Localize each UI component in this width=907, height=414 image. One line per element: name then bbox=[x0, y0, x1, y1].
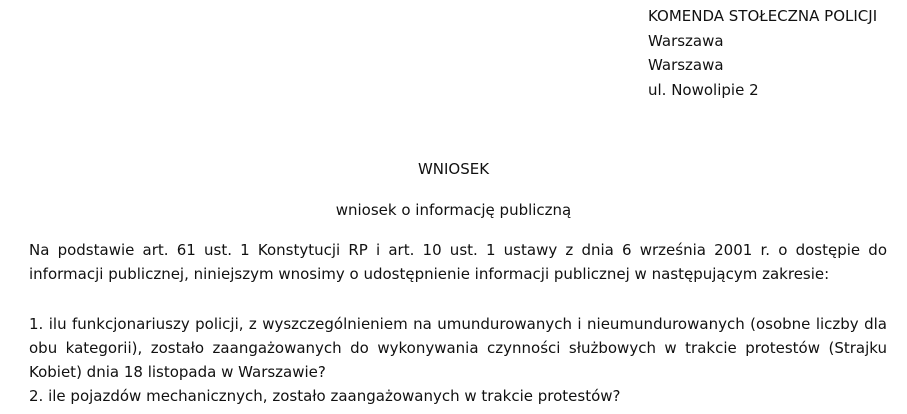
addressee-city: Warszawa bbox=[648, 31, 724, 50]
list-item bbox=[29, 384, 887, 408]
addressee-block bbox=[648, 4, 877, 102]
addressee-institution: KOMENDA STOŁECZNA POLICJI bbox=[648, 7, 878, 25]
list-item-number: 2. bbox=[29, 387, 44, 405]
document-title: WNIOSEK bbox=[417, 160, 490, 178]
addressee-street: ul. Nowolipie 2 bbox=[648, 80, 759, 99]
addressee-city-secondary: Warszawa bbox=[648, 56, 724, 74]
document-subtitle: wniosek o informację publiczną bbox=[335, 201, 572, 219]
list-item-text: ile pojazdów mechanicznych, zostało zaangażowanych w trakcie protestów? bbox=[48, 387, 621, 405]
list-item bbox=[29, 312, 887, 384]
list-item-text: ilu funkcjonariuszy policji, z wyszczególnieniem na umundurowanych i nieumundurowanych (osobne liczby dla obu kategorii), zostało zaangażowanych do wykonywania czynności służbowych w trakcie protestów (Strajku Kobiet) dnia 18 listopada w Warszawie? bbox=[29, 315, 887, 381]
intro-paragraph: Na podstawie art. 61 ust. 1 Konstytucji RP i art. 10 ust. 1 ustawy z dnia 6 września 2001 r. o dostępie do informacji publicznej, niniejszym wnosimy o udostępnienie informacji publicznej w następującym zakresie: bbox=[29, 241, 887, 283]
list-item-number: 1. bbox=[29, 315, 44, 333]
